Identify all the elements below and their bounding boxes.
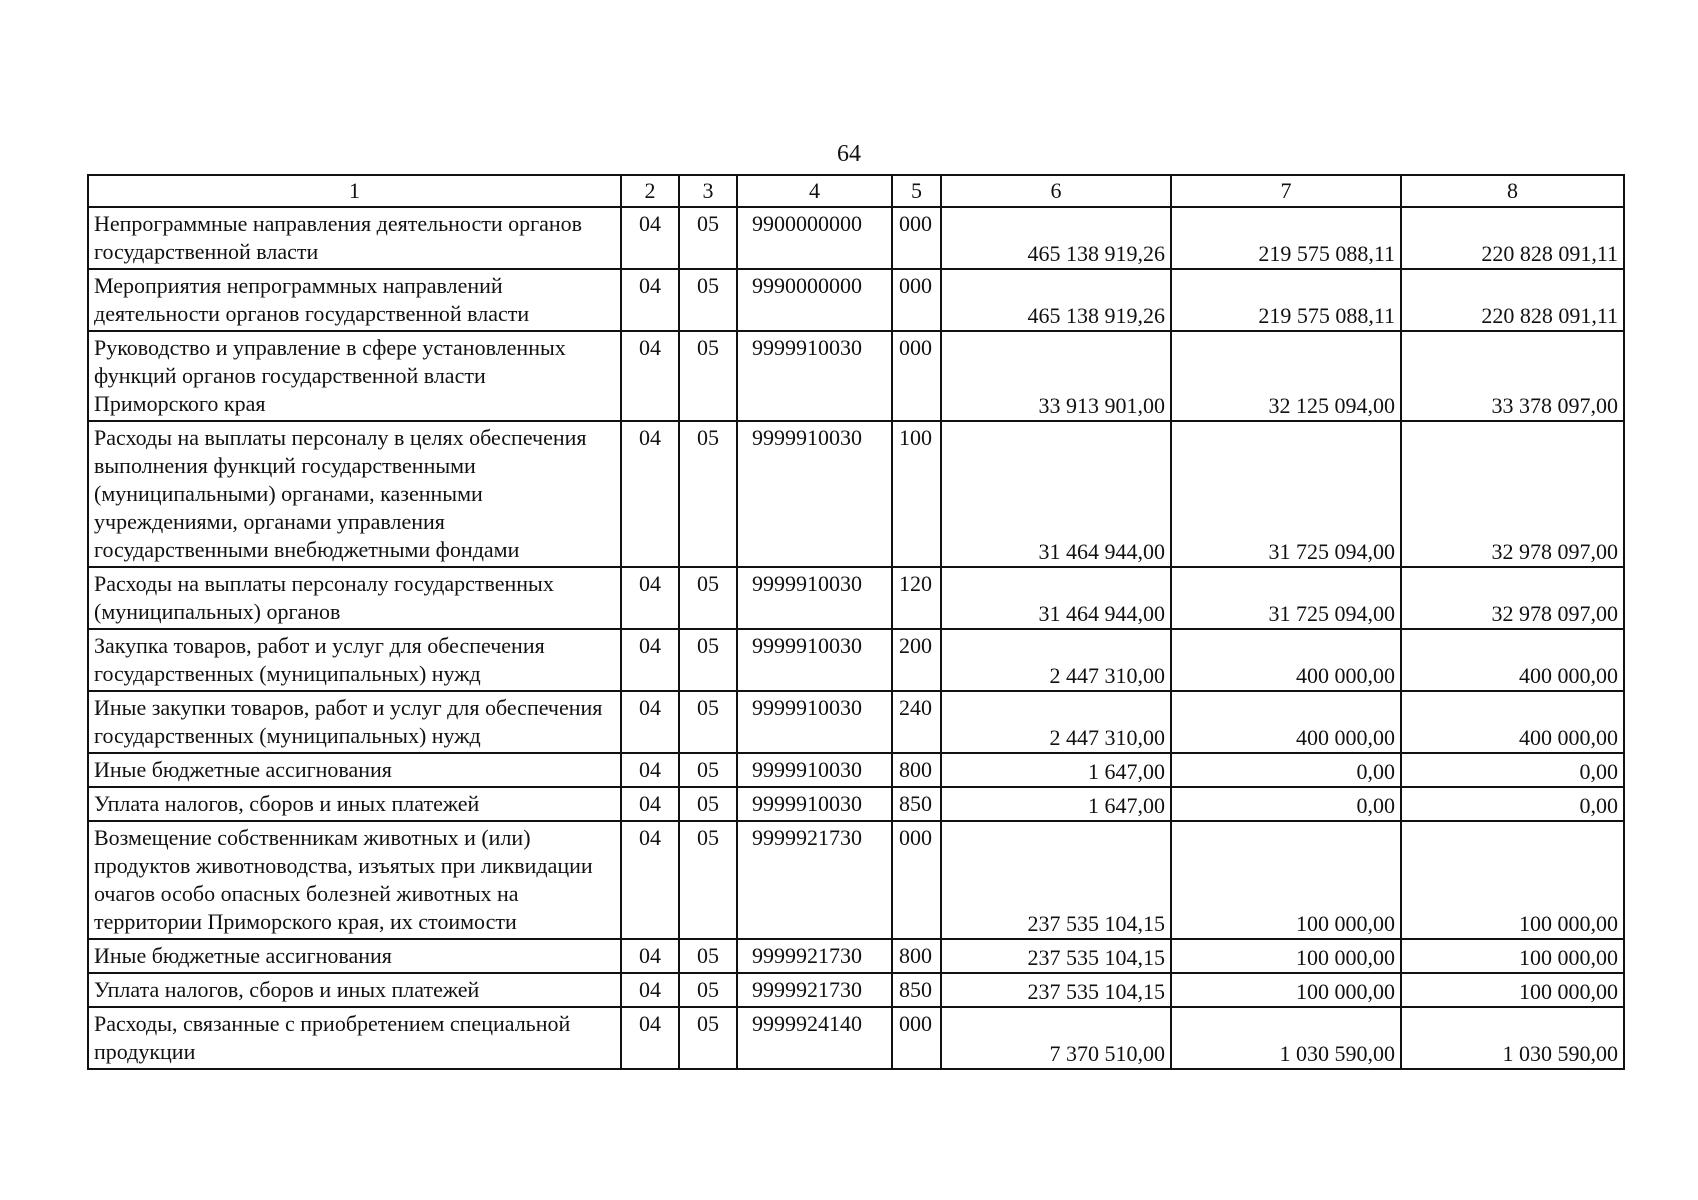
column-header: 7	[1171, 175, 1401, 207]
column-header: 8	[1401, 175, 1624, 207]
expense-type-code-cell: 850	[892, 973, 941, 1007]
target-article-code-cell: 9999921730	[737, 821, 892, 939]
target-article-code-cell: 9999921730	[737, 973, 892, 1007]
table-row	[88, 629, 1624, 691]
expense-type-code-cell: 000	[892, 207, 941, 269]
table-row	[88, 207, 1624, 269]
section-code-cell: 04	[621, 939, 679, 973]
amount-cell: 1 647,00	[941, 787, 1171, 821]
table-row	[88, 331, 1624, 421]
amount-cell: 31 725 094,00	[1171, 421, 1401, 567]
amount-cell: 465 138 919,26	[941, 207, 1171, 269]
amount-cell: 2 447 310,00	[941, 691, 1171, 753]
section-code-cell: 04	[621, 787, 679, 821]
budget-table	[87, 174, 1625, 1070]
amount-cell: 237 535 104,15	[941, 821, 1171, 939]
section-code-cell: 04	[621, 821, 679, 939]
section-code-cell: 04	[621, 331, 679, 421]
subsection-code-cell: 05	[679, 331, 737, 421]
table-row	[88, 269, 1624, 331]
target-article-code-cell: 9900000000	[737, 207, 892, 269]
target-article-code-cell: 9999910030	[737, 691, 892, 753]
section-code-cell: 04	[621, 629, 679, 691]
amount-cell: 100 000,00	[1401, 821, 1624, 939]
expense-name-cell: Уплата налогов, сборов и иных платежей	[88, 973, 621, 1007]
expense-name-cell: Иные бюджетные ассигнования	[88, 753, 621, 787]
expense-name-cell: Мероприятия непрограммных направлений деятельности органов государственной власти	[88, 269, 621, 331]
target-article-code-cell: 9999910030	[737, 421, 892, 567]
amount-cell: 7 370 510,00	[941, 1007, 1171, 1069]
subsection-code-cell: 05	[679, 787, 737, 821]
expense-name-cell: Закупка товаров, работ и услуг для обеспечения государственных (муниципальных) нужд	[88, 629, 621, 691]
table-row	[88, 939, 1624, 973]
amount-cell: 0,00	[1171, 787, 1401, 821]
subsection-code-cell: 05	[679, 269, 737, 331]
amount-cell: 31 464 944,00	[941, 421, 1171, 567]
expense-name-cell: Расходы, связанные с приобретением специальной продукции	[88, 1007, 621, 1069]
subsection-code-cell: 05	[679, 567, 737, 629]
amount-cell: 465 138 919,26	[941, 269, 1171, 331]
expense-type-code-cell: 850	[892, 787, 941, 821]
section-code-cell: 04	[621, 207, 679, 269]
section-code-cell: 04	[621, 973, 679, 1007]
expense-type-code-cell: 000	[892, 821, 941, 939]
target-article-code-cell: 9990000000	[737, 269, 892, 331]
expense-type-code-cell: 120	[892, 567, 941, 629]
column-number-row	[88, 175, 1624, 207]
amount-cell: 0,00	[1171, 753, 1401, 787]
amount-cell: 2 447 310,00	[941, 629, 1171, 691]
table-row	[88, 421, 1624, 567]
amount-cell: 400 000,00	[1401, 691, 1624, 753]
amount-cell: 1 030 590,00	[1401, 1007, 1624, 1069]
expense-name-cell: Непрограммные направления деятельности органов государственной власти	[88, 207, 621, 269]
section-code-cell: 04	[621, 269, 679, 331]
expense-name-cell: Руководство и управление в сфере установленных функций органов государственной власти Приморского края	[88, 331, 621, 421]
expense-type-code-cell: 800	[892, 753, 941, 787]
amount-cell: 33 913 901,00	[941, 331, 1171, 421]
expense-type-code-cell: 800	[892, 939, 941, 973]
table-body	[88, 175, 1624, 1069]
amount-cell: 219 575 088,11	[1171, 269, 1401, 331]
amount-cell: 100 000,00	[1171, 821, 1401, 939]
target-article-code-cell: 9999910030	[737, 331, 892, 421]
table-row	[88, 691, 1624, 753]
amount-cell: 220 828 091,11	[1401, 269, 1624, 331]
subsection-code-cell: 05	[679, 421, 737, 567]
amount-cell: 219 575 088,11	[1171, 207, 1401, 269]
amount-cell: 0,00	[1401, 753, 1624, 787]
column-header: 4	[737, 175, 892, 207]
amount-cell: 32 978 097,00	[1401, 421, 1624, 567]
subsection-code-cell: 05	[679, 939, 737, 973]
subsection-code-cell: 05	[679, 821, 737, 939]
expense-name-cell: Уплата налогов, сборов и иных платежей	[88, 787, 621, 821]
amount-cell: 1 030 590,00	[1171, 1007, 1401, 1069]
expense-type-code-cell: 240	[892, 691, 941, 753]
column-header: 6	[941, 175, 1171, 207]
expense-name-cell: Расходы на выплаты персоналу государственных (муниципальных) органов	[88, 567, 621, 629]
subsection-code-cell: 05	[679, 629, 737, 691]
amount-cell: 237 535 104,15	[941, 939, 1171, 973]
expense-type-code-cell: 000	[892, 1007, 941, 1069]
table-row	[88, 821, 1624, 939]
column-header: 5	[892, 175, 941, 207]
amount-cell: 237 535 104,15	[941, 973, 1171, 1007]
target-article-code-cell: 9999910030	[737, 787, 892, 821]
amount-cell: 400 000,00	[1171, 629, 1401, 691]
amount-cell: 33 378 097,00	[1401, 331, 1624, 421]
section-code-cell: 04	[621, 421, 679, 567]
column-header: 2	[621, 175, 679, 207]
amount-cell: 32 978 097,00	[1401, 567, 1624, 629]
amount-cell: 32 125 094,00	[1171, 331, 1401, 421]
table-row	[88, 787, 1624, 821]
amount-cell: 100 000,00	[1401, 939, 1624, 973]
subsection-code-cell: 05	[679, 973, 737, 1007]
table-row	[88, 973, 1624, 1007]
amount-cell: 31 464 944,00	[941, 567, 1171, 629]
table-row	[88, 1007, 1624, 1069]
section-code-cell: 04	[621, 691, 679, 753]
target-article-code-cell: 9999921730	[737, 939, 892, 973]
subsection-code-cell: 05	[679, 691, 737, 753]
expense-name-cell: Иные бюджетные ассигнования	[88, 939, 621, 973]
section-code-cell: 04	[621, 753, 679, 787]
section-code-cell: 04	[621, 1007, 679, 1069]
amount-cell: 100 000,00	[1401, 973, 1624, 1007]
amount-cell: 1 647,00	[941, 753, 1171, 787]
amount-cell: 400 000,00	[1401, 629, 1624, 691]
target-article-code-cell: 9999910030	[737, 629, 892, 691]
section-code-cell: 04	[621, 567, 679, 629]
amount-cell: 100 000,00	[1171, 973, 1401, 1007]
expense-name-cell: Расходы на выплаты персоналу в целях обеспечения выполнения функций государственными (муниципальными) органами, казенными учреждениями, органами управления государственными внебюджетными фондами	[88, 421, 621, 567]
column-header: 1	[88, 175, 621, 207]
table-row	[88, 567, 1624, 629]
amount-cell: 31 725 094,00	[1171, 567, 1401, 629]
amount-cell: 0,00	[1401, 787, 1624, 821]
page-number: 64	[837, 141, 861, 167]
table-row	[88, 753, 1624, 787]
expense-type-code-cell: 000	[892, 269, 941, 331]
expense-name-cell: Возмещение собственникам животных и (или) продуктов животноводства, изъятых при ликвидации очагов особо опасных болезней животных на территории Приморского края, их стоимости	[88, 821, 621, 939]
amount-cell: 400 000,00	[1171, 691, 1401, 753]
amount-cell: 100 000,00	[1171, 939, 1401, 973]
target-article-code-cell: 9999910030	[737, 753, 892, 787]
expense-type-code-cell: 200	[892, 629, 941, 691]
subsection-code-cell: 05	[679, 753, 737, 787]
expense-type-code-cell: 100	[892, 421, 941, 567]
subsection-code-cell: 05	[679, 207, 737, 269]
expense-name-cell: Иные закупки товаров, работ и услуг для обеспечения государственных (муниципальных) нужд	[88, 691, 621, 753]
column-header: 3	[679, 175, 737, 207]
subsection-code-cell: 05	[679, 1007, 737, 1069]
expense-type-code-cell: 000	[892, 331, 941, 421]
amount-cell: 220 828 091,11	[1401, 207, 1624, 269]
target-article-code-cell: 9999910030	[737, 567, 892, 629]
target-article-code-cell: 9999924140	[737, 1007, 892, 1069]
